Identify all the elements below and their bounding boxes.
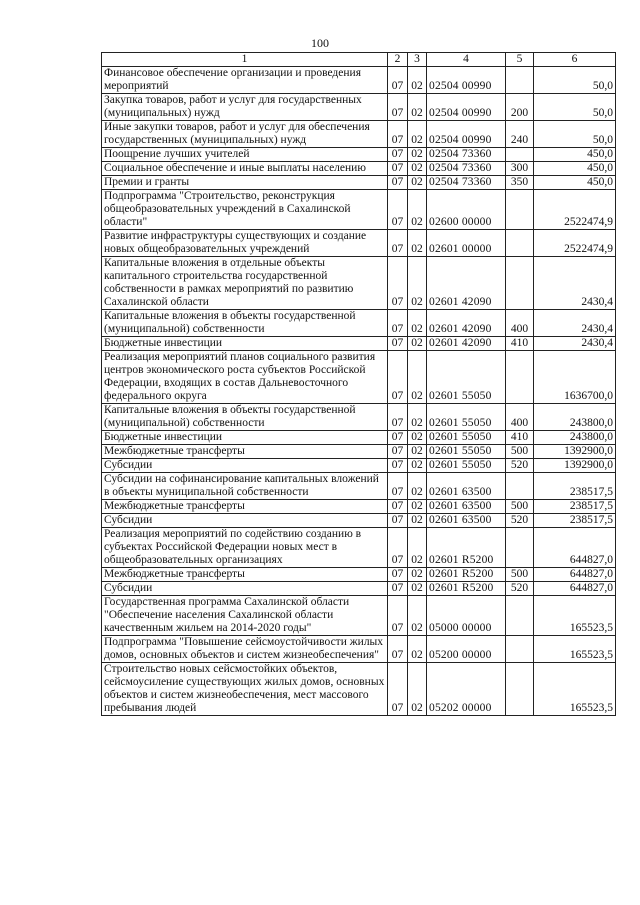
row-name: Субсидии	[102, 459, 388, 473]
row-name: Межбюджетные трансферты	[102, 500, 388, 514]
table-row	[102, 473, 616, 500]
subsection-code: 02	[408, 568, 427, 582]
subsection-code: 02	[408, 162, 427, 176]
section-code: 07	[388, 568, 408, 582]
table-row	[102, 230, 616, 257]
section-code: 07	[388, 67, 408, 94]
section-code: 07	[388, 337, 408, 351]
row-name: Капитальные вложения в объекты государственной (муниципальной) собственности	[102, 310, 388, 337]
amount: 165523,5	[534, 636, 616, 663]
expense-type-code	[506, 663, 534, 716]
expense-type-code: 240	[506, 121, 534, 148]
expense-type-code: 400	[506, 310, 534, 337]
row-name: Финансовое обеспечение организации и проведения мероприятий	[102, 67, 388, 94]
table-row	[102, 176, 616, 190]
section-code: 07	[388, 121, 408, 148]
target-article-code: 02504 73360	[427, 176, 506, 190]
section-code: 07	[388, 148, 408, 162]
amount: 1392900,0	[534, 459, 616, 473]
subsection-code: 02	[408, 431, 427, 445]
row-name: Подпрограмма "Строительство, реконструкция общеобразовательных учреждений в Сахалинской области"	[102, 190, 388, 230]
section-code: 07	[388, 596, 408, 636]
expense-type-code	[506, 257, 534, 310]
subsection-code: 02	[408, 230, 427, 257]
column-header: 1	[102, 53, 388, 67]
subsection-code: 02	[408, 528, 427, 568]
section-code: 07	[388, 500, 408, 514]
section-code: 07	[388, 404, 408, 431]
table-row	[102, 636, 616, 663]
column-header: 3	[408, 53, 427, 67]
subsection-code: 02	[408, 514, 427, 528]
subsection-code: 02	[408, 596, 427, 636]
target-article-code: 02601 55050	[427, 431, 506, 445]
expense-type-code: 520	[506, 582, 534, 596]
amount: 2430,4	[534, 337, 616, 351]
amount: 165523,5	[534, 596, 616, 636]
section-code: 07	[388, 636, 408, 663]
section-code: 07	[388, 663, 408, 716]
row-name: Субсидии	[102, 582, 388, 596]
target-article-code: 02504 00990	[427, 94, 506, 121]
target-article-code: 02504 00990	[427, 67, 506, 94]
row-name: Капитальные вложения в отдельные объекты капитального строительства государственной собственности в рамках мероприятий по развитию Сахалинской области	[102, 257, 388, 310]
column-header: 4	[427, 53, 506, 67]
table-row	[102, 404, 616, 431]
expense-type-code: 500	[506, 568, 534, 582]
column-header: 5	[506, 53, 534, 67]
target-article-code: 05200 00000	[427, 636, 506, 663]
subsection-code: 02	[408, 500, 427, 514]
amount: 50,0	[534, 121, 616, 148]
table-row	[102, 148, 616, 162]
expense-type-code	[506, 351, 534, 404]
expense-type-code	[506, 230, 534, 257]
row-name: Бюджетные инвестиции	[102, 431, 388, 445]
table-row	[102, 568, 616, 582]
amount: 644827,0	[534, 568, 616, 582]
target-article-code: 05202 00000	[427, 663, 506, 716]
section-code: 07	[388, 582, 408, 596]
amount: 450,0	[534, 148, 616, 162]
target-article-code: 02601 42090	[427, 257, 506, 310]
target-article-code: 02601 42090	[427, 310, 506, 337]
subsection-code: 02	[408, 351, 427, 404]
amount: 2430,4	[534, 310, 616, 337]
row-name: Субсидии	[102, 514, 388, 528]
target-article-code: 02600 00000	[427, 190, 506, 230]
subsection-code: 02	[408, 257, 427, 310]
amount: 238517,5	[534, 500, 616, 514]
subsection-code: 02	[408, 404, 427, 431]
target-article-code: 02504 00990	[427, 121, 506, 148]
expense-type-code: 500	[506, 445, 534, 459]
section-code: 07	[388, 230, 408, 257]
table-row	[102, 528, 616, 568]
row-name: Бюджетные инвестиции	[102, 337, 388, 351]
target-article-code: 02601 63500	[427, 500, 506, 514]
amount: 2522474,9	[534, 230, 616, 257]
row-name: Развитие инфраструктуры существующих и создание новых общеобразовательных учреждений	[102, 230, 388, 257]
amount: 2430,4	[534, 257, 616, 310]
table-row	[102, 162, 616, 176]
amount: 238517,5	[534, 473, 616, 500]
table-row	[102, 514, 616, 528]
row-name: Государственная программа Сахалинской области "Обеспечение населения Сахалинской области качественным жильем на 2014-2020 годы"	[102, 596, 388, 636]
section-code: 07	[388, 351, 408, 404]
subsection-code: 02	[408, 121, 427, 148]
expense-type-code: 410	[506, 337, 534, 351]
section-code: 07	[388, 514, 408, 528]
amount: 243800,0	[534, 404, 616, 431]
row-name: Реализация мероприятий по содействию созданию в субъектах Российской Федерации новых мест в общеобразовательных организациях	[102, 528, 388, 568]
row-name: Межбюджетные трансферты	[102, 568, 388, 582]
subsection-code: 02	[408, 445, 427, 459]
page-number: 100	[311, 36, 329, 50]
row-name: Иные закупки товаров, работ и услуг для обеспечения государственных (муниципальных) нужд	[102, 121, 388, 148]
amount: 1636700,0	[534, 351, 616, 404]
table-row	[102, 310, 616, 337]
target-article-code: 02601 R5200	[427, 582, 506, 596]
section-code: 07	[388, 473, 408, 500]
subsection-code: 02	[408, 176, 427, 190]
target-article-code: 02504 73360	[427, 162, 506, 176]
section-code: 07	[388, 190, 408, 230]
amount: 644827,0	[534, 528, 616, 568]
table-row	[102, 582, 616, 596]
expense-type-code: 200	[506, 94, 534, 121]
expense-type-code	[506, 473, 534, 500]
table-row	[102, 431, 616, 445]
table-row	[102, 257, 616, 310]
subsection-code: 02	[408, 663, 427, 716]
expense-type-code: 300	[506, 162, 534, 176]
amount: 644827,0	[534, 582, 616, 596]
table-row	[102, 94, 616, 121]
table-row	[102, 67, 616, 94]
row-name: Закупка товаров, работ и услуг для государственных (муниципальных) нужд	[102, 94, 388, 121]
section-code: 07	[388, 528, 408, 568]
target-article-code: 02601 55050	[427, 459, 506, 473]
table-row	[102, 500, 616, 514]
amount: 1392900,0	[534, 445, 616, 459]
target-article-code: 02601 R5200	[427, 568, 506, 582]
subsection-code: 02	[408, 473, 427, 500]
target-article-code: 05000 00000	[427, 596, 506, 636]
expense-type-code	[506, 596, 534, 636]
table-row	[102, 445, 616, 459]
row-name: Субсидии на софинансирование капитальных вложений в объекты муниципальной собственности	[102, 473, 388, 500]
section-code: 07	[388, 257, 408, 310]
amount: 450,0	[534, 176, 616, 190]
row-name: Поощрение лучших учителей	[102, 148, 388, 162]
amount: 450,0	[534, 162, 616, 176]
subsection-code: 02	[408, 190, 427, 230]
section-code: 07	[388, 445, 408, 459]
table-row	[102, 596, 616, 636]
section-code: 07	[388, 94, 408, 121]
header-row	[102, 53, 616, 67]
row-name: Социальное обеспечение и иные выплаты населению	[102, 162, 388, 176]
row-name: Межбюджетные трансферты	[102, 445, 388, 459]
amount: 50,0	[534, 67, 616, 94]
table-row	[102, 337, 616, 351]
target-article-code: 02601 63500	[427, 473, 506, 500]
section-code: 07	[388, 176, 408, 190]
column-header: 6	[534, 53, 616, 67]
target-article-code: 02601 55050	[427, 445, 506, 459]
row-name: Премии и гранты	[102, 176, 388, 190]
subsection-code: 02	[408, 67, 427, 94]
amount: 165523,5	[534, 663, 616, 716]
section-code: 07	[388, 310, 408, 337]
section-code: 07	[388, 162, 408, 176]
target-article-code: 02601 63500	[427, 514, 506, 528]
amount: 2522474,9	[534, 190, 616, 230]
expense-type-code: 520	[506, 514, 534, 528]
row-name: Строительство новых сейсмостойких объектов, сейсмоусиление существующих жилых домов, основных объектов и систем жизнеобеспечения, мест массового пребывания людей	[102, 663, 388, 716]
target-article-code: 02601 55050	[427, 351, 506, 404]
amount: 243800,0	[534, 431, 616, 445]
subsection-code: 02	[408, 582, 427, 596]
expense-type-code	[506, 67, 534, 94]
expense-type-code	[506, 190, 534, 230]
subsection-code: 02	[408, 310, 427, 337]
target-article-code: 02601 00000	[427, 230, 506, 257]
section-code: 07	[388, 459, 408, 473]
table-row	[102, 351, 616, 404]
expense-type-code	[506, 148, 534, 162]
subsection-code: 02	[408, 94, 427, 121]
subsection-code: 02	[408, 148, 427, 162]
table-row	[102, 663, 616, 716]
target-article-code: 02601 55050	[427, 404, 506, 431]
row-name: Реализация мероприятий планов социального развития центров экономического роста субъектов Российской Федерации, входящих в состав Дальневосточного федерального округа	[102, 351, 388, 404]
subsection-code: 02	[408, 636, 427, 663]
amount: 50,0	[534, 94, 616, 121]
expense-type-code: 410	[506, 431, 534, 445]
table-row	[102, 190, 616, 230]
expense-type-code	[506, 528, 534, 568]
expense-type-code: 520	[506, 459, 534, 473]
table-row	[102, 121, 616, 148]
table-row	[102, 459, 616, 473]
target-article-code: 02601 R5200	[427, 528, 506, 568]
amount: 238517,5	[534, 514, 616, 528]
column-header: 2	[388, 53, 408, 67]
section-code: 07	[388, 431, 408, 445]
target-article-code: 02504 73360	[427, 148, 506, 162]
row-name: Подпрограмма "Повышение сейсмоустойчивости жилых домов, основных объектов и систем жизнеобеспечения"	[102, 636, 388, 663]
expense-type-code: 500	[506, 500, 534, 514]
expense-type-code	[506, 636, 534, 663]
subsection-code: 02	[408, 459, 427, 473]
target-article-code: 02601 42090	[427, 337, 506, 351]
expense-type-code: 400	[506, 404, 534, 431]
expense-type-code: 350	[506, 176, 534, 190]
subsection-code: 02	[408, 337, 427, 351]
row-name: Капитальные вложения в объекты государственной (муниципальной) собственности	[102, 404, 388, 431]
budget-table	[101, 52, 616, 716]
